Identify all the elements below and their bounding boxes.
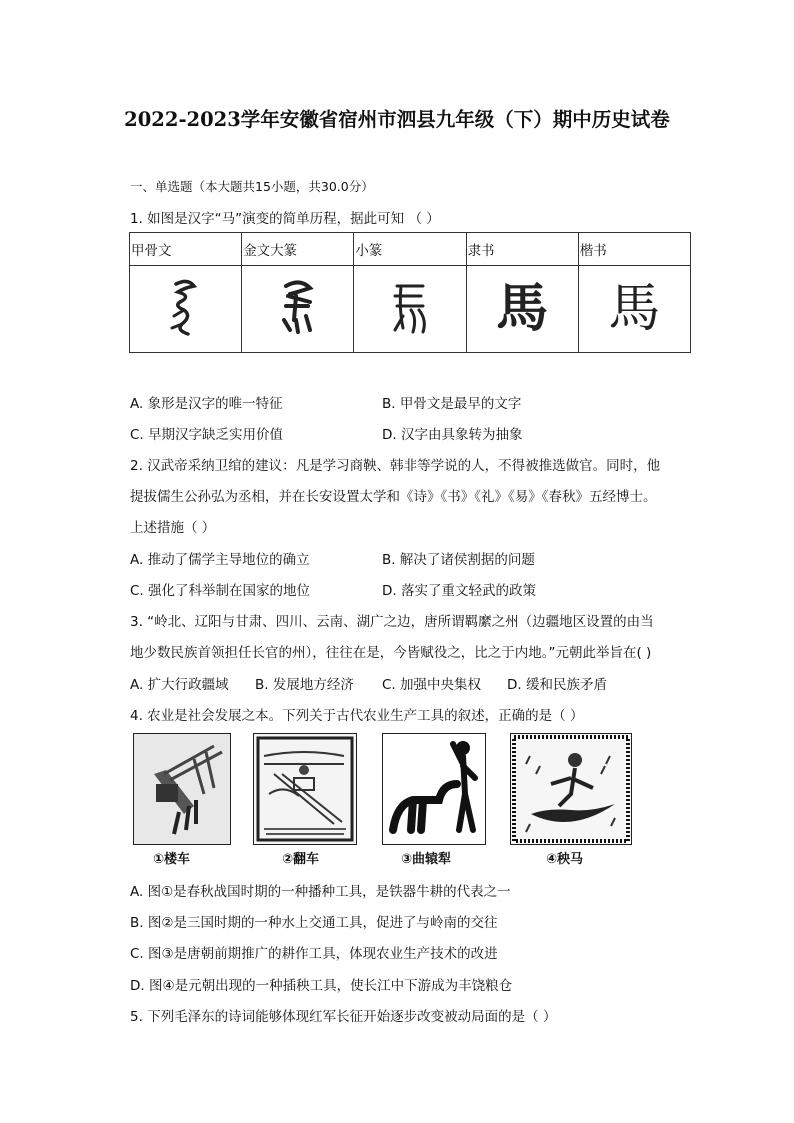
small-seal-glyph	[354, 266, 466, 353]
table-header-cell: 甲骨文	[130, 233, 242, 266]
seed-drill-icon	[134, 734, 230, 844]
curved-plough-picture	[382, 733, 486, 845]
bronze-horse-icon	[276, 276, 320, 338]
clerical-horse-char: 馬	[496, 278, 549, 339]
character-evolution-table	[129, 232, 691, 353]
table-header-cell: 金文大篆	[242, 233, 354, 266]
picture-caption: ④秧马	[546, 852, 584, 867]
seed-drill-picture	[133, 733, 231, 845]
picture-caption: ①楼车	[153, 852, 191, 867]
q2-stem-line2: 提拔儒生公孙弘为丞相，并在长安设置太学和《诗》《书》《礼》《易》《春秋》五经博士。	[130, 489, 657, 505]
q4-option-d[interactable]: D. 图④是元朝出现的一种插秧工具，使长江中下游成为丰饶粮仓	[130, 978, 513, 994]
q3-option-b[interactable]: B. 发展地方经济	[255, 677, 354, 693]
q2-option-d[interactable]: D. 落实了重文轻武的政策	[382, 583, 536, 599]
q3-stem-line1: 3. “岭北、辽阳与甘肃、四川、云南、湖广之边，唐所谓羁縻之州（边疆地区设置的由当	[130, 614, 654, 630]
table-header-cell: 楷书	[578, 233, 690, 266]
water-wheel-icon	[254, 734, 356, 844]
q3-option-c[interactable]: C. 加强中央集权	[382, 677, 482, 693]
q3-option-d[interactable]: D. 缓和民族矛盾	[507, 677, 607, 693]
q1-stem: 1. 如图是汉字“马”演变的简单历程，据此可知 （ ）	[130, 211, 440, 227]
q1-option-d[interactable]: D. 汉字由具象转为抽象	[382, 427, 523, 443]
q3-stem-line2: 地少数民族首领担任长官的州），往往在是，今皆赋役之，比之于内地。”元朝此举旨在( )	[130, 645, 652, 661]
q4-stem: 4. 农业是社会发展之本。下列关于古代农业生产工具的叙述，正确的是（ ）	[130, 708, 584, 724]
q4-option-b[interactable]: B. 图②是三国时期的一种水上交通工具，促进了与岭南的交往	[130, 915, 498, 931]
q2-option-a[interactable]: A. 推动了儒学主导地位的确立	[130, 552, 310, 568]
rice-seedling-horse-picture	[510, 733, 632, 845]
q5-stem: 5. 下列毛泽东的诗词能够体现红军长征开始逐步改变被动局面的是（ ）	[130, 1009, 557, 1025]
q2-stem-line1: 2. 汉武帝采纳卫绾的建议：凡是学习商鞅、韩非等学说的人，不得被推选做官。同时，他	[130, 458, 661, 474]
q2-option-b[interactable]: B. 解决了诸侯割据的问题	[382, 552, 535, 568]
q3-option-a[interactable]: A. 扩大行政疆域	[130, 677, 229, 693]
bronze-script-glyph	[242, 266, 354, 353]
regular-script-glyph	[578, 266, 690, 353]
oracle-bone-glyph	[130, 266, 242, 353]
seal-horse-icon	[387, 276, 433, 338]
q1-option-b[interactable]: B. 甲骨文是最早的文字	[382, 396, 522, 412]
page-title: 2022-2023学年安徽省宿州市泗县九年级（下）期中历史试卷	[124, 108, 670, 131]
plough-icon	[383, 734, 485, 844]
table-header-cell: 隶书	[466, 233, 578, 266]
picture-caption: ③曲辕犁	[401, 852, 452, 867]
q1-option-a[interactable]: A. 象形是汉字的唯一特征	[130, 396, 283, 412]
square-pallet-pump-picture	[253, 733, 357, 845]
q2-option-c[interactable]: C. 强化了科举制在国家的地位	[130, 583, 311, 599]
q2-stem-line3: 上述措施（ ）	[130, 520, 216, 536]
clerical-glyph	[466, 266, 578, 353]
q4-option-a[interactable]: A. 图①是春秋战国时期的一种播种工具，是铁器牛耕的代表之一	[130, 884, 511, 900]
oracle-horse-icon	[166, 276, 206, 338]
picture-caption: ②翻车	[282, 852, 320, 867]
table-header-cell: 小篆	[354, 233, 466, 266]
q4-option-c[interactable]: C. 图③是唐朝前期推广的耕作工具，体现农业生产技术的改进	[130, 946, 498, 962]
section-heading: 一、单选题（本大题共15小题，共30.0分）	[130, 179, 374, 194]
regular-horse-char: 馬	[608, 279, 661, 339]
q1-option-c[interactable]: C. 早期汉字缺乏实用价值	[130, 427, 284, 443]
seedling-horse-icon	[511, 734, 631, 844]
